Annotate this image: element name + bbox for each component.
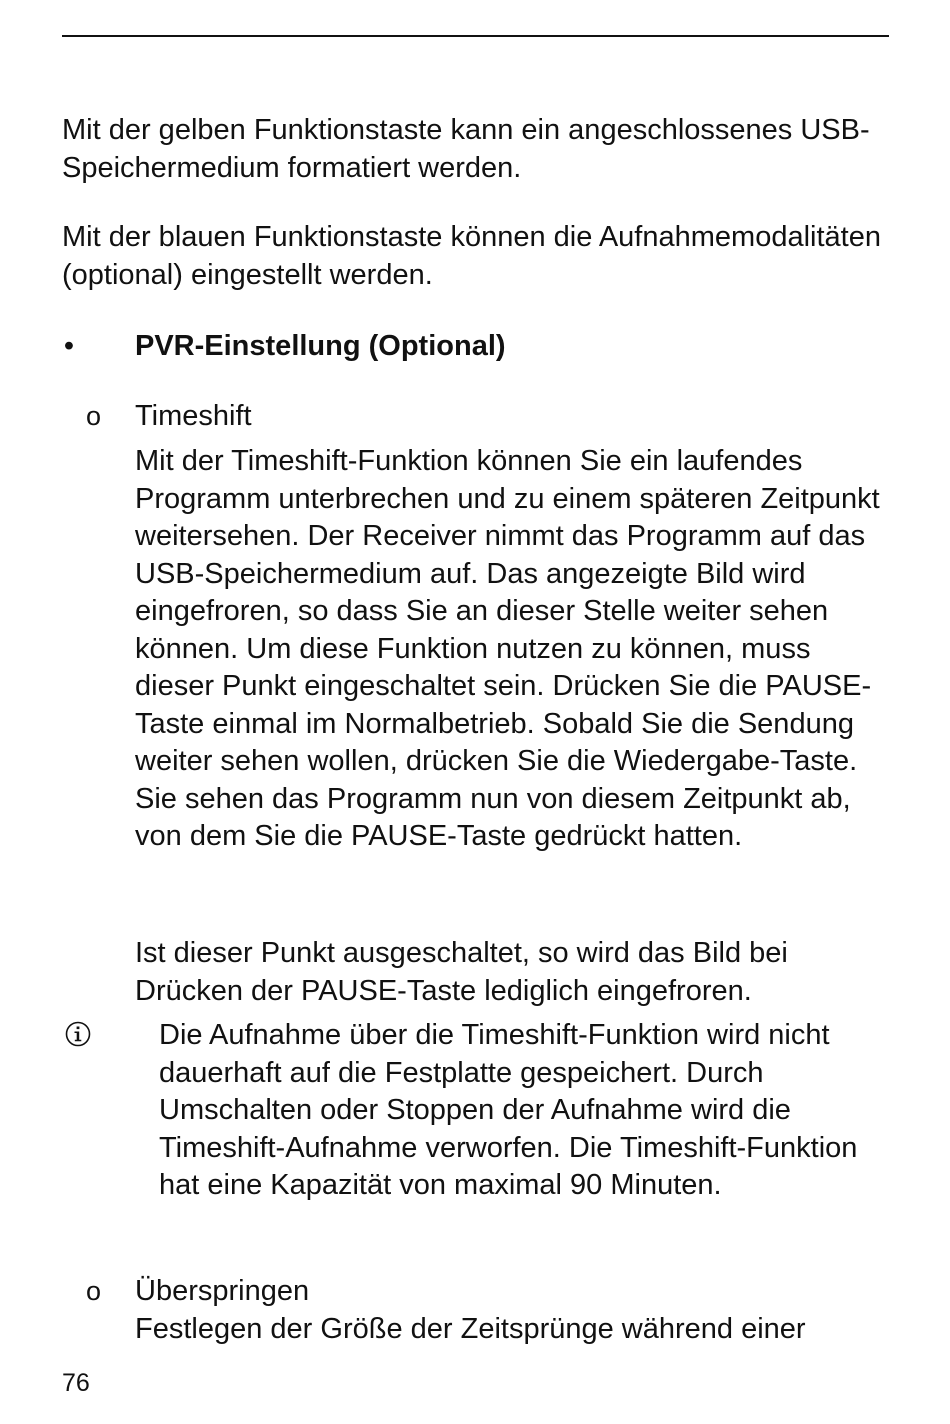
intro-paragraph-yellow-key: Mit der gelben Funktionstaste kann ein angeschlossenes USB-Speichermedium formatiert werden. xyxy=(62,114,870,184)
ueberspringen-marker: o xyxy=(86,1276,102,1306)
timeshift-description: Mit der Timeshift-Funktion können Sie ein laufendes Programm unterbrechen und zu einem späteren Zeitpunkt weitersehen. Der Receiver nimmt das Programm auf das USB-Speichermedium auf. Das angezeigte Bild wird eingefroren, so dass Sie an dieser Stelle weiter sehen können. Um diese Funktion nutzen zu können, muss dieser Punkt eingeschaltet sein. Drücken Sie die PAUSE-Taste einmal im Normalbetrieb. Sobald Sie die Sendung weiter sehen wollen, drücken Sie die Wiedergabe-Taste. Sie sehen das Programm nun von diesem Zeitpunkt ab, von dem Sie die PAUSE-Taste gedrückt hatten. xyxy=(135,445,880,852)
section-title: PVR-Einstellung (Optional) xyxy=(135,330,506,362)
section-heading xyxy=(62,328,892,366)
timeshift-title: Timeshift xyxy=(135,400,252,432)
timeshift-off-description: Ist dieser Punkt ausgeschaltet, so wird das Bild bei Drücken der PAUSE-Taste lediglich eingefroren. xyxy=(135,937,788,1007)
ueberspringen-description: Festlegen der Größe der Zeitsprünge während einer xyxy=(135,1313,806,1345)
ueberspringen-title: Überspringen xyxy=(135,1275,310,1307)
header-rule xyxy=(62,35,889,37)
info-icon xyxy=(64,1020,92,1048)
intro-paragraph-blue-key: Mit der blauen Funktionstaste können die Aufnahmemodalitäten (optional) eingestellt werden. xyxy=(62,221,881,291)
timeshift-note: Die Aufnahme über die Timeshift-Funktion wird nicht dauerhaft auf die Festplatte gespeichert. Durch Umschalten oder Stoppen der Aufnahme wird die Timeshift-Aufnahme verworfen. Die Timeshift-Funktion hat eine Kapazität von maximal 90 Minuten. xyxy=(159,1019,858,1201)
timeshift-marker: o xyxy=(86,401,102,431)
page-number: 76 xyxy=(62,1369,90,1397)
bullet-marker: • xyxy=(63,330,75,362)
